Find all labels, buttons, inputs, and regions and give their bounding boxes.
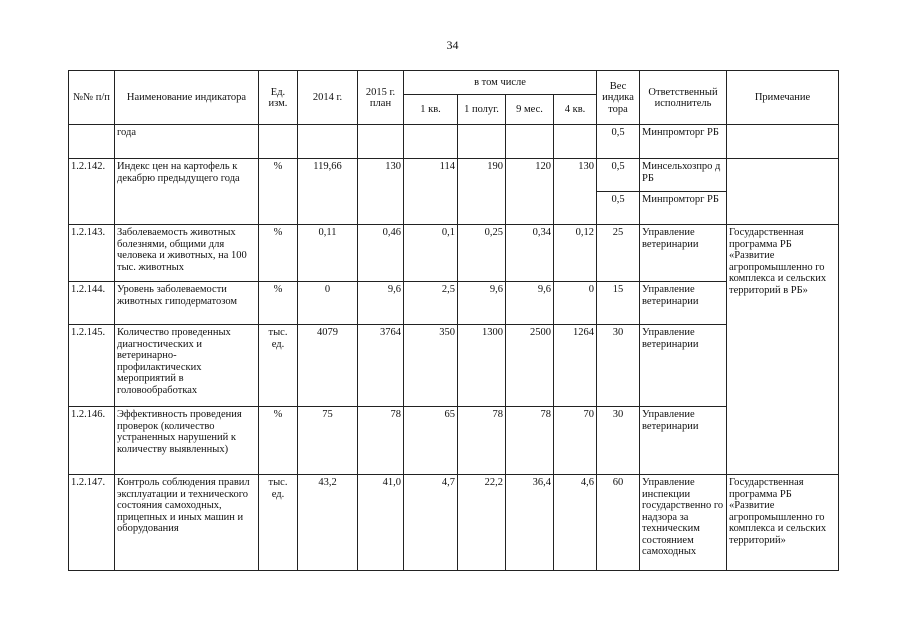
value-2014-cell: 0,11	[298, 225, 358, 282]
unit-cell: %	[259, 282, 298, 325]
table-row-1-2-143	[69, 225, 839, 282]
num-cell: 1.2.147.	[69, 475, 115, 571]
value-2014-cell: 119,66	[298, 159, 358, 225]
value-h1-cell: 0,25	[458, 225, 506, 282]
header-name: Наименование индикатора	[115, 71, 259, 125]
weight-cell: 60	[597, 475, 640, 571]
weight-cell: 0,5	[597, 159, 640, 192]
value-h1-cell: 9,6	[458, 282, 506, 325]
value-h1-cell: 1300	[458, 325, 506, 407]
executor-cell: Управление ветеринарии	[640, 282, 727, 325]
value-9m-cell: 9,6	[506, 282, 554, 325]
value-q4-cell: 70	[554, 407, 597, 475]
value-q4-cell: 0	[554, 282, 597, 325]
header-note: Примечание	[727, 71, 839, 125]
name-cell: Контроль соблюдения правил эксплуатации и технического состояния самоходных, прицепных и иных машин и оборудования	[115, 475, 259, 571]
header-executor: Ответственный исполнитель	[640, 71, 727, 125]
table-row-1-2-144	[69, 282, 839, 325]
name-cell: Заболеваемость животных болезнями, общими для человека и животных, на 100 тыс. животных	[115, 225, 259, 282]
header-2014: 2014 г.	[298, 71, 358, 125]
name-cell: года	[115, 125, 259, 159]
header-q4: 4 кв.	[554, 95, 597, 125]
name-cell: Уровень заболеваемости животных гиподерматозом	[115, 282, 259, 325]
executor-cell: Управление ветеринарии	[640, 407, 727, 475]
unit-cell: тыс. ед.	[259, 475, 298, 571]
name-cell: Количество проведенных диагностических и ветеринарно-профилактических мероприятий в головообработках	[115, 325, 259, 407]
unit-cell: %	[259, 407, 298, 475]
header-including: в том числе	[404, 71, 597, 95]
value-q4-cell: 1264	[554, 325, 597, 407]
value-h1-cell: 78	[458, 407, 506, 475]
table-row-1-2-145	[69, 325, 839, 407]
value-q4-cell: 4,6	[554, 475, 597, 571]
value-2015-cell: 78	[358, 407, 404, 475]
value-q1-cell: 350	[404, 325, 458, 407]
value-2014-cell: 4079	[298, 325, 358, 407]
value-2014-cell: 0	[298, 282, 358, 325]
value-h1-cell: 190	[458, 159, 506, 225]
num-cell: 1.2.143.	[69, 225, 115, 282]
value-h1-cell: 22,2	[458, 475, 506, 571]
num-cell: 1.2.146.	[69, 407, 115, 475]
header-h1: 1 полуг.	[458, 95, 506, 125]
value-q1-cell: 2,5	[404, 282, 458, 325]
value-2015-cell: 130	[358, 159, 404, 225]
value-9m-cell: 2500	[506, 325, 554, 407]
value-2015-cell: 9,6	[358, 282, 404, 325]
weight-cell: 30	[597, 407, 640, 475]
name-cell: Индекс цен на картофель к декабрю предыдущего года	[115, 159, 259, 225]
table-row-1-2-142	[69, 159, 839, 192]
value-q1-cell: 114	[404, 159, 458, 225]
weight-cell: 25	[597, 225, 640, 282]
value-9m-cell: 120	[506, 159, 554, 225]
value-9m-cell: 0,34	[506, 225, 554, 282]
executor-cell: Минсельхозпро д РБ	[640, 159, 727, 192]
value-2015-cell: 3764	[358, 325, 404, 407]
weight-cell: 15	[597, 282, 640, 325]
unit-cell: %	[259, 225, 298, 282]
name-cell: Эффективность проведения проверок (количество устраненных нарушений к количеству выявленных)	[115, 407, 259, 475]
page-number: 34	[446, 38, 459, 52]
unit-cell: тыс. ед.	[259, 325, 298, 407]
note-cell: Государственная программа РБ «Развитие агропромышленно го комплекса и сельских территорий»	[727, 475, 839, 571]
value-q4-cell: 130	[554, 159, 597, 225]
indicators-table	[68, 70, 839, 571]
table-row-continuation	[69, 125, 839, 159]
unit-cell: %	[259, 159, 298, 225]
header-q1: 1 кв.	[404, 95, 458, 125]
weight-cell: 30	[597, 325, 640, 407]
value-q1-cell: 4,7	[404, 475, 458, 571]
num-cell: 1.2.144.	[69, 282, 115, 325]
value-q4-cell: 0,12	[554, 225, 597, 282]
executor-cell: Минпромторг РБ	[640, 125, 727, 159]
executor-cell: Управление ветеринарии	[640, 225, 727, 282]
weight-cell: 0,5	[597, 192, 640, 225]
header-unit: Ед. изм.	[259, 71, 298, 125]
value-2014-cell: 43,2	[298, 475, 358, 571]
weight-cell: 0,5	[597, 125, 640, 159]
value-2014-cell: 75	[298, 407, 358, 475]
table-row-1-2-146	[69, 407, 839, 475]
executor-cell: Минпромторг РБ	[640, 192, 727, 225]
value-9m-cell: 78	[506, 407, 554, 475]
num-cell: 1.2.145.	[69, 325, 115, 407]
header-2015-plan: 2015 г. план	[358, 71, 404, 125]
header-9m: 9 мес.	[506, 95, 554, 125]
value-2015-cell: 0,46	[358, 225, 404, 282]
executor-cell: Управление инспекции государственно го надзора за техническим состоянием самоходных	[640, 475, 727, 571]
note-cell: Государственная программа РБ «Развитие агропромышленно го комплекса и сельских территорий в РБ»	[727, 225, 839, 475]
table-row-1-2-147	[69, 475, 839, 571]
executor-cell: Управление ветеринарии	[640, 325, 727, 407]
header-weight: Вес индика тора	[597, 71, 640, 125]
header-num: №№ п/п	[69, 71, 115, 125]
value-q1-cell: 0,1	[404, 225, 458, 282]
value-2015-cell: 41,0	[358, 475, 404, 571]
table-header-row	[69, 71, 839, 95]
value-9m-cell: 36,4	[506, 475, 554, 571]
num-cell: 1.2.142.	[69, 159, 115, 225]
value-q1-cell: 65	[404, 407, 458, 475]
